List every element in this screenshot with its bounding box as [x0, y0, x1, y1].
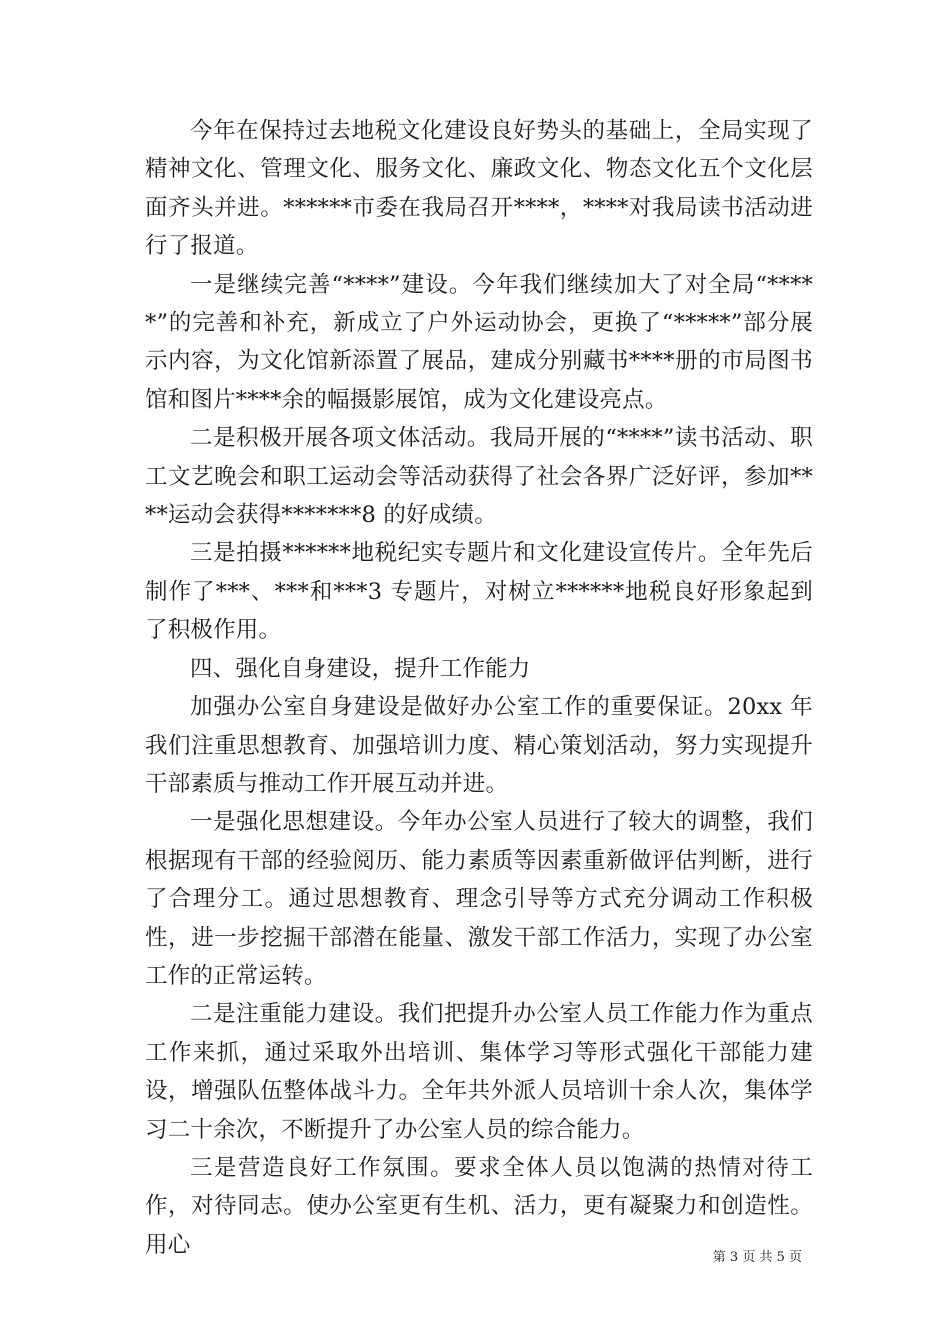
paragraph-culture-summary: 今年在保持过去地税文化建设良好势头的基础上，全局实现了精神文化、管理文化、服务文化、廉政文化、物态文化五个文化层面齐头并进。******市委在我局召开****，****对我局读书活动进行了报道。	[145, 118, 813, 260]
document-body	[145, 112, 813, 1264]
paragraph-office-intro: 加强办公室自身建设是做好办公室工作的重要保证。20xx 年我们注重思想教育、加强培训力度、精心策划活动，努力实现提升干部素质与推动工作开展互动并进。	[145, 694, 813, 797]
paragraph-culture-item-3: 三是拍摄******地税纪实专题片和文化建设宣传片。全年先后制作了***、***和***3 专题片，对树立******地税良好形象起到了积极作用。	[145, 540, 813, 644]
paragraph-office-item-1: 一是强化思想建设。今年办公室人员进行了较大的调整，我们根据现有干部的经验阅历、能力素质等因素重新做评估判断，进行了合理分工。通过思想教育、理念引导等方式充分调动工作积极性，进一步挖掘干部潜在能量、激发干部工作活力，实现了办公室工作的正常运转。	[145, 809, 813, 989]
paragraph-culture-item-2: 二是积极开展各项文体活动。我局开展的“****”读书活动、职工文艺晚会和职工运动会等活动获得了社会各界广泛好评，参加****运动会获得*******8 的好成绩。	[145, 425, 813, 529]
page-number: 第 3 页 共 5 页	[712, 1250, 802, 1265]
paragraph-culture-item-1: 一是继续完善“****”建设。今年我们继续加大了对全局“*****”的完善和补充，新成立了户外运动协会，更换了“*****”部分展示内容，为文化馆新添置了展品，建成分别藏书****册的市局图书馆和图片****余的幅摄影展馆，成为文化建设亮点。	[145, 271, 813, 413]
paragraph-office-item-3: 三是营造良好工作氛围。要求全体人员以饱满的热情对待工作，对待同志。使办公室更有生机、活力，更有凝聚力和创造性。用心	[145, 1154, 813, 1258]
paragraph-office-item-2: 二是注重能力建设。我们把提升办公室人员工作能力作为重点工作来抓，通过采取外出培训、集体学习等形式强化干部能力建设，增强队伍整体战斗力。全年共外派人员培训十余人次，集体学习二十余次，不断提升了办公室人员的综合能力。	[145, 1001, 813, 1143]
section-heading-4: 四、强化自身建设，提升工作能力	[190, 655, 531, 682]
